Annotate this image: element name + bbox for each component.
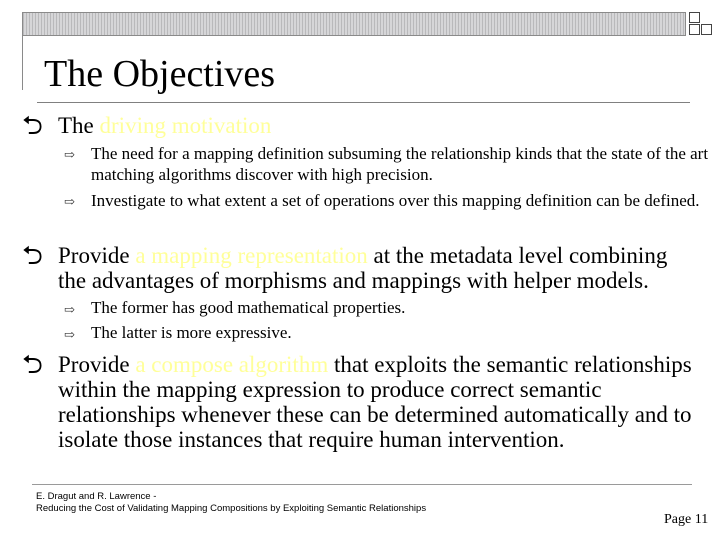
top-decorative-bar — [22, 12, 686, 36]
highlight-text: a mapping representation — [135, 243, 368, 268]
title-underline — [37, 102, 690, 103]
corner-square-icon — [689, 24, 700, 35]
highlight-text: driving motivation — [99, 113, 272, 138]
curved-arrow-icon: ⮌ — [22, 350, 43, 379]
corner-square-icon — [689, 12, 700, 23]
footer-citation — [36, 491, 426, 515]
hollow-arrow-icon: ⇨ — [64, 327, 75, 342]
corner-square-icon — [701, 24, 712, 35]
hollow-arrow-icon: ⇨ — [64, 147, 75, 162]
left-decorative-line — [22, 36, 23, 90]
bullet-1-sub-1: The need for a mapping definition subsuming the relationship kinds that the state of the art matching algorithms discover with high precision. — [91, 144, 709, 184]
hollow-arrow-icon: ⇨ — [64, 194, 75, 209]
highlight-text: a compose algorithm — [135, 352, 329, 377]
curved-arrow-icon: ⮌ — [22, 111, 43, 140]
footer-divider — [32, 484, 692, 485]
bullet-2-sub-2: The latter is more expressive. — [91, 323, 292, 342]
footer-paper-title: Reducing the Cost of Validating Mapping Compositions by Exploiting Semantic Relationships — [36, 503, 427, 514]
bullet-3-text: Provide a compose algorithm that exploits the semantic relationships within the mapping expression to produce correct semantic relationships whenever these can be determined automatically and to isolate those instances that require human intervention. — [58, 352, 692, 452]
footer-authors: E. Dragut and R. Lawrence - — [36, 491, 157, 502]
page-number: Page 11 — [664, 512, 709, 527]
slide-title: The Objectives — [44, 53, 276, 95]
hollow-arrow-icon: ⇨ — [64, 302, 75, 317]
bullet-2-text: Provide a mapping representation at the metadata level combining the advantages of morphisms and mappings with helper models. — [58, 243, 668, 293]
curved-arrow-icon: ⮌ — [22, 241, 43, 270]
bullet-1-text: The driving motivation — [58, 113, 272, 138]
bullet-2-sub-1: The former has good mathematical properties. — [91, 298, 406, 317]
bullet-1-sub-2: Investigate to what extent a set of operations over this mapping definition can be defined. — [91, 191, 700, 210]
